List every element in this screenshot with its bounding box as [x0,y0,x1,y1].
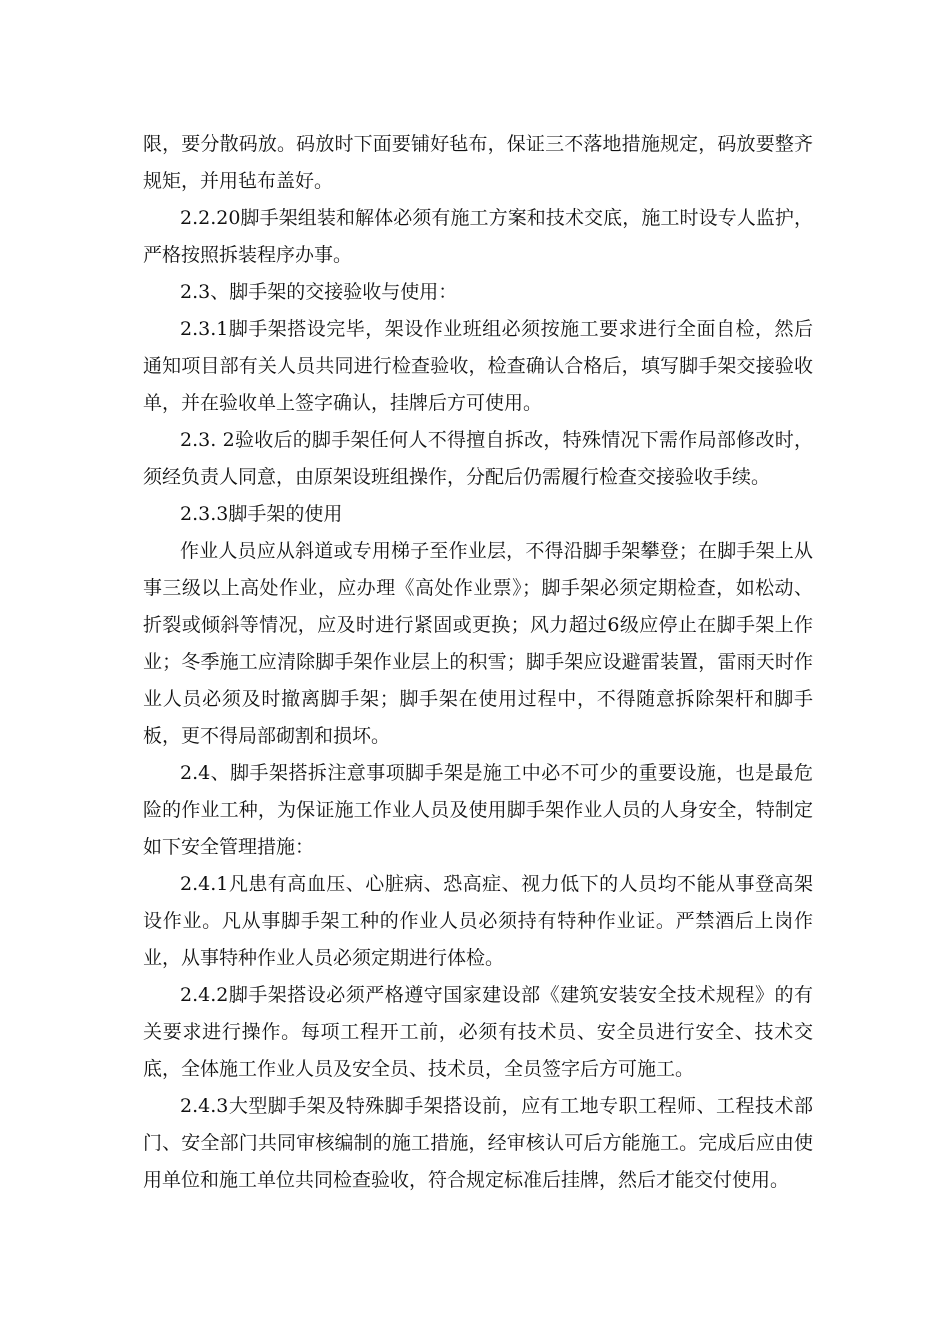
paragraph-2-4-2: 2.4.2脚手架搭设必须严格遵守国家建设部《建筑安装安全技术规程》的有关要求进行操作。每项工程开工前，必须有技术员、安全员进行安全、技术交底，全体施工作业人员及安全员、技术员，全员签字后方可施工。 [143,984,813,1080]
paragraph-2-4-1: 2.4.1凡患有高血压、心脏病、恐高症、视力低下的人员均不能从事登高架设作业。凡从事脚手架工种的作业人员必须持有特种作业证。严禁酒后上岗作业，从事特种作业人员必须定期进行体检。 [143,873,813,969]
paragraph-2-2-20: 2.2.20脚手架组装和解体必须有施工方案和技术交底，施工时设专人监护，严格按照拆装程序办事。 [143,207,813,266]
section-heading-2-3: 2.3、脚手架的交接验收与使用： [180,281,458,303]
paragraph-continuation: 限，要分散码放。码放时下面要铺好毡布，保证三不落地措施规定，码放要整齐规矩，并用毡布盖好。 [143,133,813,192]
subheading-2-3-3: 2.3.3脚手架的使用 [180,503,343,525]
paragraph-scaffold-usage: 作业人员应从斜道或专用梯子至作业层，不得沿脚手架攀登；在脚手架上从事三级以上高处作业，应办理《高处作业票》；脚手架必须定期检查，如松动、折裂或倾斜等情况，应及时进行紧固或更换；风力超过6级应停止在脚手架上作业；冬季施工应清除脚手架作业层上的积雪；脚手架应设避雷装置，雷雨天时作业人员必须及时撤离脚手架；脚手架在使用过程中，不得随意拆除架杆和脚手板，更不得局部砌割和损坏。 [143,540,813,747]
paragraph-2-3-2: 2.3. 2验收后的脚手架任何人不得擅自拆改，特殊情况下需作局部修改时，须经负责人同意，由原架设班组操作，分配后仍需履行检查交接验收手续。 [143,429,813,488]
document-body [143,126,813,1199]
paragraph-2-3-1: 2.3.1脚手架搭设完毕，架设作业班组必须按施工要求进行全面自检，然后通知项目部有关人员共同进行检查验收，检查确认合格后，填写脚手架交接验收单，并在验收单上签字确认，挂牌后方可使用。 [143,318,813,414]
paragraph-2-4-3: 2.4.3大型脚手架及特殊脚手架搭设前，应有工地专职工程师、工程技术部门、安全部门共同审核编制的施工措施，经审核认可后方能施工。完成后应由使用单位和施工单位共同检查验收，符合规定标准后挂牌，然后才能交付使用。 [143,1095,813,1191]
section-heading-2-4: 2.4、脚手架搭拆注意事项脚手架是施工中必不可少的重要设施，也是最危险的作业工种，为保证施工作业人员及使用脚手架作业人员的人身安全，特制定如下安全管理措施： [143,762,813,858]
